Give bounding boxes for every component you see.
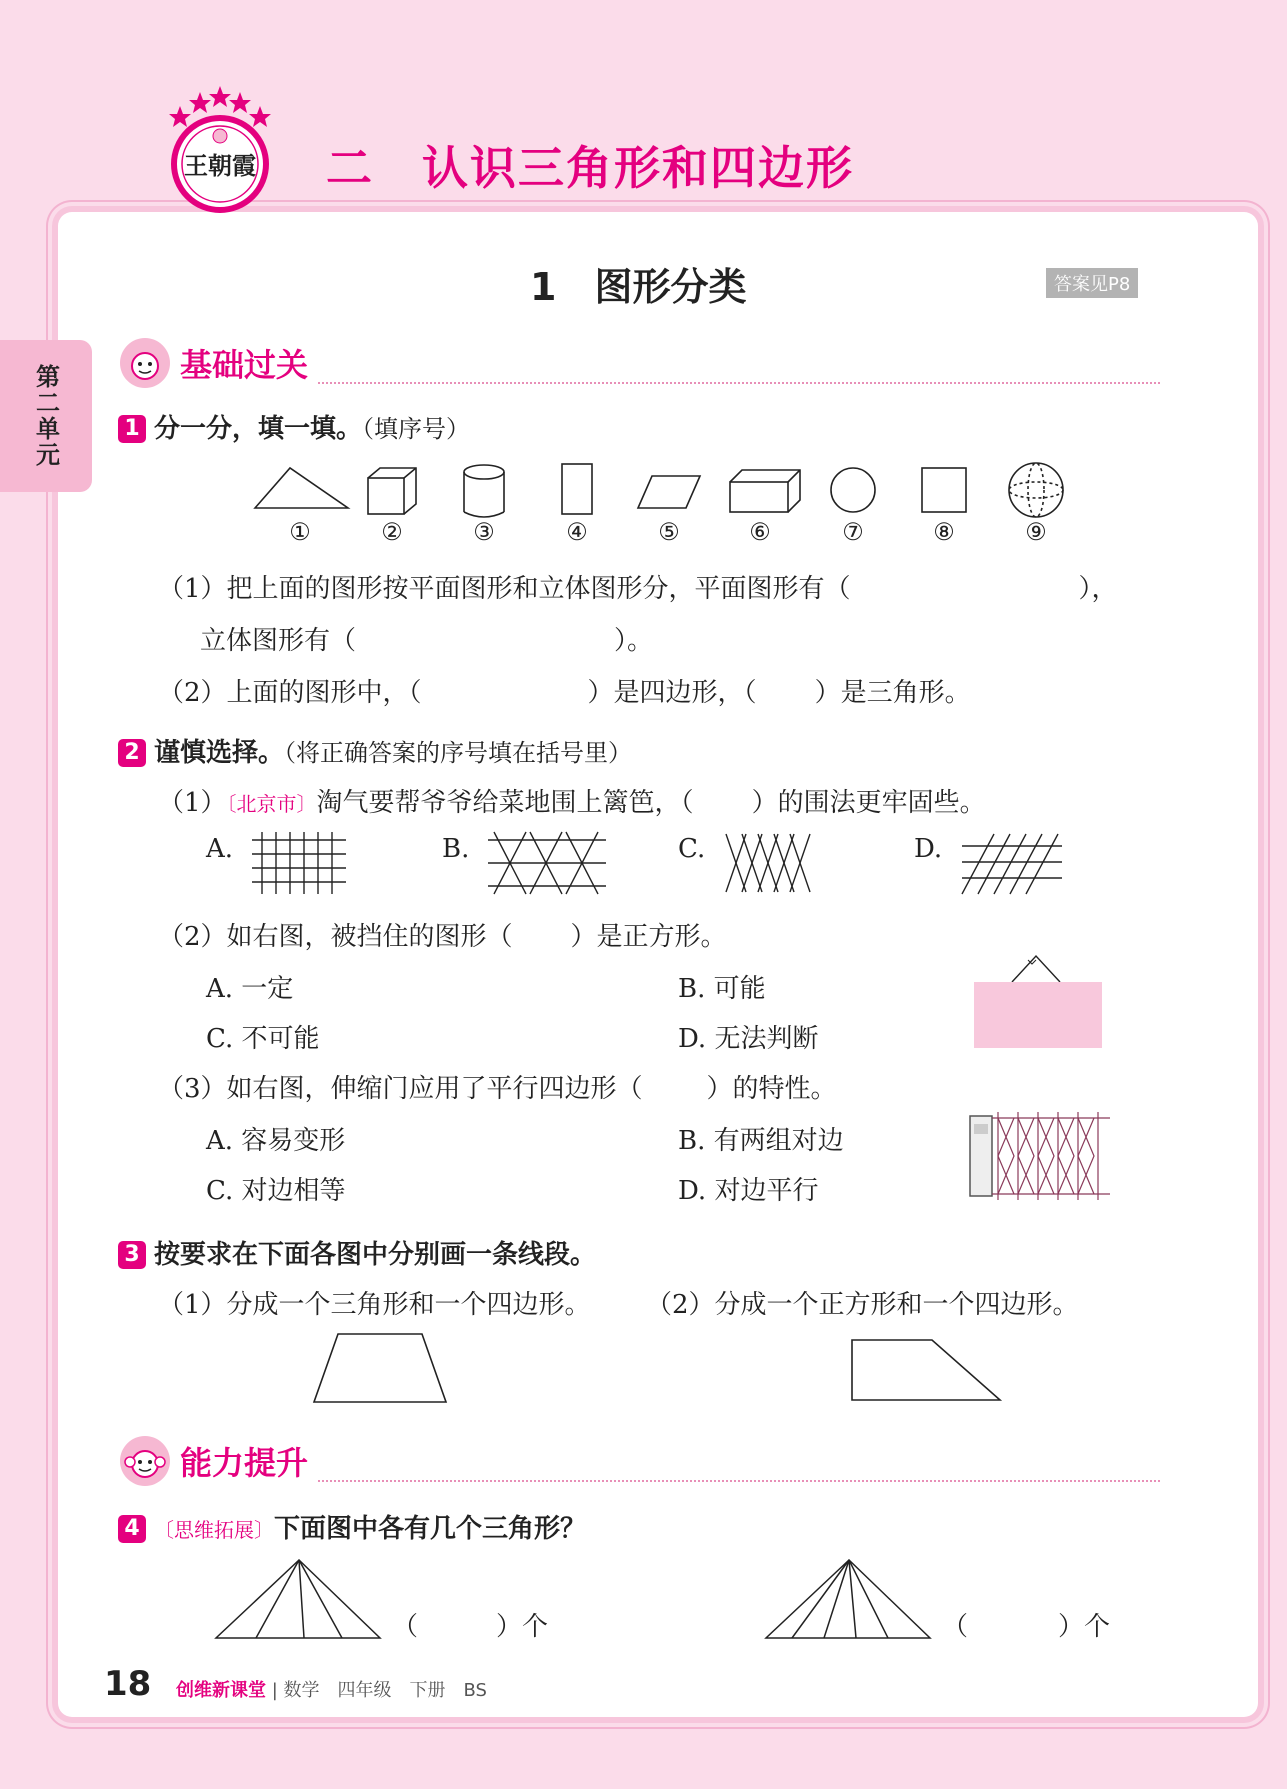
q1-sub1-line-a: [158, 568, 1118, 605]
shape-label-7: ⑦: [842, 518, 864, 546]
shape-label-4: ④: [566, 518, 588, 546]
q1-sub2-text: （2）上面的图形中，（: [158, 678, 422, 708]
q1-sub2-mid: ）是四边形，（: [587, 678, 757, 708]
rectangle-shape: [562, 464, 592, 514]
q4-answer-1-close: ）个: [496, 1612, 549, 1642]
fence-grid-square-pattern: [250, 830, 350, 896]
q1-note: （填序号）: [362, 415, 471, 443]
cartoon-teacher-icon: [118, 336, 172, 390]
retractable-gate-photo: [968, 1110, 1112, 1202]
q4-title: 下面图中各有几个三角形？: [274, 1514, 587, 1544]
triangle-count-figure-2: [764, 1556, 934, 1642]
fence-option-a-label: A.: [206, 834, 234, 864]
parallelogram-shape: [638, 476, 700, 508]
shape-label-8: ⑧: [933, 518, 955, 546]
q2-sub3-text: （3）如右图，伸缩门应用了平行四边形（: [158, 1074, 643, 1104]
q4-answer-2-open: （: [942, 1612, 969, 1642]
q2-sub2-end: ）是正方形。: [570, 922, 727, 952]
q1-sub1-solid-close: ）。: [614, 626, 654, 656]
shape-label-5: ⑤: [658, 518, 680, 546]
sphere-shape: [1009, 463, 1063, 517]
footer-book-info: | 数学 四年级 下册 BS: [271, 1680, 487, 1701]
q1-sub1-line-b: [200, 620, 653, 657]
dotted-divider: [318, 382, 1160, 384]
section-header-advanced: [118, 1434, 1160, 1494]
q1-sub1-solid-text: 立体图形有（: [200, 626, 357, 656]
right-triangle-shape: [255, 468, 348, 508]
q1-shape-labels: [240, 518, 1080, 552]
q2-number: 2: [118, 739, 146, 767]
q2-sub3-end: ）的特性。: [706, 1074, 837, 1104]
unit-side-tab: 第二单元: [0, 340, 92, 492]
right-trapezoid-figure: [848, 1336, 1004, 1402]
brand-logo: [160, 84, 280, 214]
q4-answer-1: [392, 1606, 548, 1643]
q3-title: 按要求在下面各图中分别画一条线段。: [154, 1240, 597, 1270]
q2-note: （将正确答案的序号填在括号里）: [284, 739, 633, 767]
q1-sub2-line: [158, 672, 971, 709]
q3-heading: [118, 1234, 596, 1271]
unit-title: 二 认识三角形和四边形: [326, 141, 854, 195]
q2-sub3-line: [158, 1068, 837, 1105]
shape-label-3: ③: [473, 518, 495, 546]
section-label-basic: 基础过关: [180, 346, 309, 384]
q4-answer-2-close: ）个: [1058, 1612, 1111, 1642]
svg-text:王朝霞: 王朝霞: [184, 151, 256, 180]
q1-title: 分一分，填一填。: [154, 414, 363, 444]
answer-reference-badge: 答案见P8: [1046, 268, 1138, 298]
q2-sub3-option-c: C. 对边相等: [206, 1176, 346, 1206]
q2-sub2-text: （2）如右图，被挡住的图形（: [158, 922, 513, 952]
q2-sub2-option-a: A. 一定: [206, 974, 294, 1004]
q3-sub1: （1）分成一个三角形和一个四边形。: [158, 1290, 591, 1320]
square-shape: [922, 468, 966, 512]
cylinder-shape: [464, 465, 504, 517]
q2-sub1-line: [158, 782, 986, 819]
q3-number: 3: [118, 1241, 146, 1269]
lesson-title: 1 图形分类: [530, 265, 747, 309]
q4-answer-1-open: （: [392, 1612, 419, 1642]
fence-diamond-pattern: [722, 830, 814, 896]
section-header-basic: [118, 336, 1160, 396]
dotted-divider: [318, 1480, 1160, 1482]
fence-option-d-label: D.: [914, 834, 943, 864]
q2-sub3-option-d: D. 对边平行: [678, 1176, 819, 1206]
q2-sub1-prefix: （1）: [158, 788, 227, 818]
footer-info: [176, 1676, 487, 1702]
q1-heading: [118, 408, 470, 445]
q1-sub2-end: ）是三角形。: [814, 678, 971, 708]
trapezoid-figure: [310, 1330, 454, 1404]
q1-sub1-text: （1）把上面的图形按平面图形和立体图形分，平面图形有（: [158, 574, 851, 604]
q1-sub1-close: ），: [1078, 574, 1118, 604]
triangle-count-figure-1: [214, 1556, 384, 1642]
q4-heading: [118, 1508, 586, 1545]
q4-answer-2: [942, 1606, 1110, 1643]
q1-number: 1: [118, 415, 146, 443]
footer-brand: 创维新课堂: [176, 1680, 266, 1701]
q4-number: 4: [118, 1515, 146, 1543]
section-label-advanced: 能力提升: [180, 1444, 309, 1482]
fence-option-c-label: C.: [678, 834, 706, 864]
shape-label-6: ⑥: [749, 518, 771, 546]
fence-option-b-label: B.: [442, 834, 470, 864]
fence-parallelogram-pattern: [958, 830, 1066, 896]
page-number: 18: [104, 1664, 152, 1704]
q2-sub2-option-d: D. 无法判断: [678, 1024, 819, 1054]
q2-heading: [118, 732, 632, 769]
q2-sub2-option-b: B. 可能: [678, 974, 766, 1004]
q2-title: 谨慎选择。: [154, 738, 285, 768]
q4-tag: 〔思维拓展〕: [154, 1518, 274, 1542]
q2-sub1-text: 淘气要帮爷爷给菜地围上篱笆，（: [316, 788, 694, 818]
circle-shape: [831, 468, 875, 512]
shape-label-2: ②: [381, 518, 403, 546]
cuboid-shape: [730, 470, 800, 512]
fence-triangle-pattern: [486, 830, 610, 896]
q2-sub1-region-tag: 〔北京市〕: [226, 792, 317, 816]
q2-sub3-option-a: A. 容易变形: [206, 1126, 346, 1156]
cube-shape: [368, 468, 416, 514]
q2-sub1-end: ）的围法更牢固些。: [751, 788, 986, 818]
q3-sub2: （2）分成一个正方形和一个四边形。: [646, 1290, 1079, 1320]
shape-label-9: ⑨: [1025, 518, 1047, 546]
q2-sub2-line: [158, 916, 727, 953]
q2-sub2-option-c: C. 不可能: [206, 1024, 320, 1054]
q2-sub3-option-b: B. 有两组对边: [678, 1126, 844, 1156]
cartoon-monkey-icon: [118, 1434, 172, 1488]
hidden-shape-figure: [972, 952, 1104, 1050]
shape-label-1: ①: [289, 518, 311, 546]
